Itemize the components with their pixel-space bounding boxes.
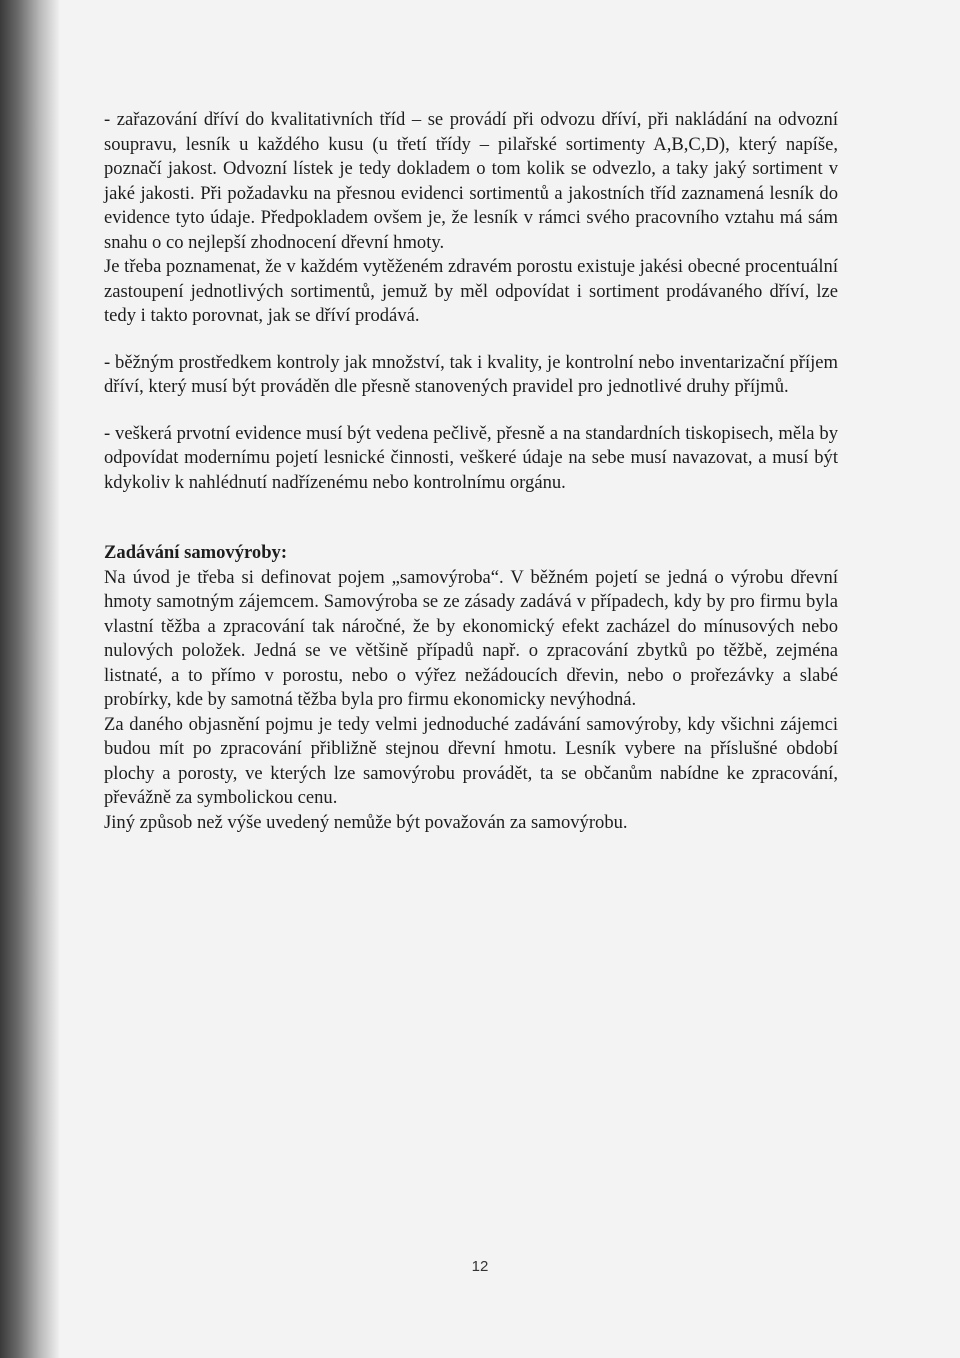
paragraph-sortiment-percentage: Je třeba poznamenat, že v každém vytěženém zdravém porostu existuje jakési obecné procentuální zastoupení jednotlivých sortimentů, jemuž by měl odpovídat i sortiment prodávaného dříví, lze tedy i takto porovnat, jak se dříví prodává.	[104, 256, 838, 326]
document-body	[104, 108, 838, 835]
paragraph-definition: Na úvod je třeba si definovat pojem „samovýroba“. V běžném pojetí se jedná o výrobu dřevní hmoty samotným zájemcem. Samovýroba se ze zásady zadává v případech, kdy by pro firmu byla vlastní těžba a zpracování tak náročné, že by ekonomický efekt zacházel do mínusových nebo nulových položek. Jedná se ve většině případů např. o zpracování zbytků po těžbě, zejména listnaté, a to přímo v porostu, nebo o výřez nežádoucích dřevin, nebo o prořezávky a slabé probírky, kde by samotná těžba byla pro firmu ekonomicky nevýhodná.	[104, 566, 838, 710]
section-heading: Zadávání samovýroby:	[104, 542, 288, 563]
page-number: 12	[471, 1258, 489, 1275]
paragraph-primary-records: - veškerá prvotní evidence musí být vedena pečlivě, přesně a na standardních tiskopisech, měla by odpovídat modernímu pojetí lesnické činnosti, veškeré údaje na sebe musí navazovat, a musí být kdykoliv k nahlédnutí nadřízenému nebo kontrolnímu orgánu.	[104, 422, 838, 493]
paragraph-other-methods: Jiný způsob než výše uvedený nemůže být považován za samovýrobu.	[104, 811, 628, 833]
paragraph-control-intake: - běžným prostředkem kontroly jak množství, tak i kvality, je kontrolní nebo inventarizační příjem dříví, který musí být prováděn dle přesně stanovených pravidel pro jednotlivé druhy příjmů.	[104, 351, 838, 397]
paragraph-assignment: Za daného objasnění pojmu je tedy velmi jednoduché zadávání samovýroby, kdy všichni zájemci budou mít po zpracování přibližně stejnou dřevní hmotu. Lesník vybere na příslušné období plochy a porosty, ve kterých lze samovýrobu provádět, ta se občanům nabídne ke zpracování, převážně za symbolickou cenu.	[104, 713, 838, 808]
paragraph-wood-quality-classes: - zařazování dříví do kvalitativních tříd – se provádí při odvozu dříví, při nakládání na odvozní soupravu, lesník u každého kusu (u třetí třídy – pilařské sortimenty A,B,C,D), který napíše, poznačí jakost. Odvozní lístek je tedy dokladem o tom kolik se odvezlo, a taky jaký sortiment v jaké jakosti. Při požadavku na přesnou evidenci sortimentů a jakostních tříd zaznamená lesník do evidence tyto údaje. Předpokladem ovšem je, že lesník v rámci svého pracovního vztahu má sám snahu o co nejlepší zhodnocení dřevní hmoty.	[104, 109, 838, 253]
scan-shadow-edge	[0, 0, 60, 1358]
